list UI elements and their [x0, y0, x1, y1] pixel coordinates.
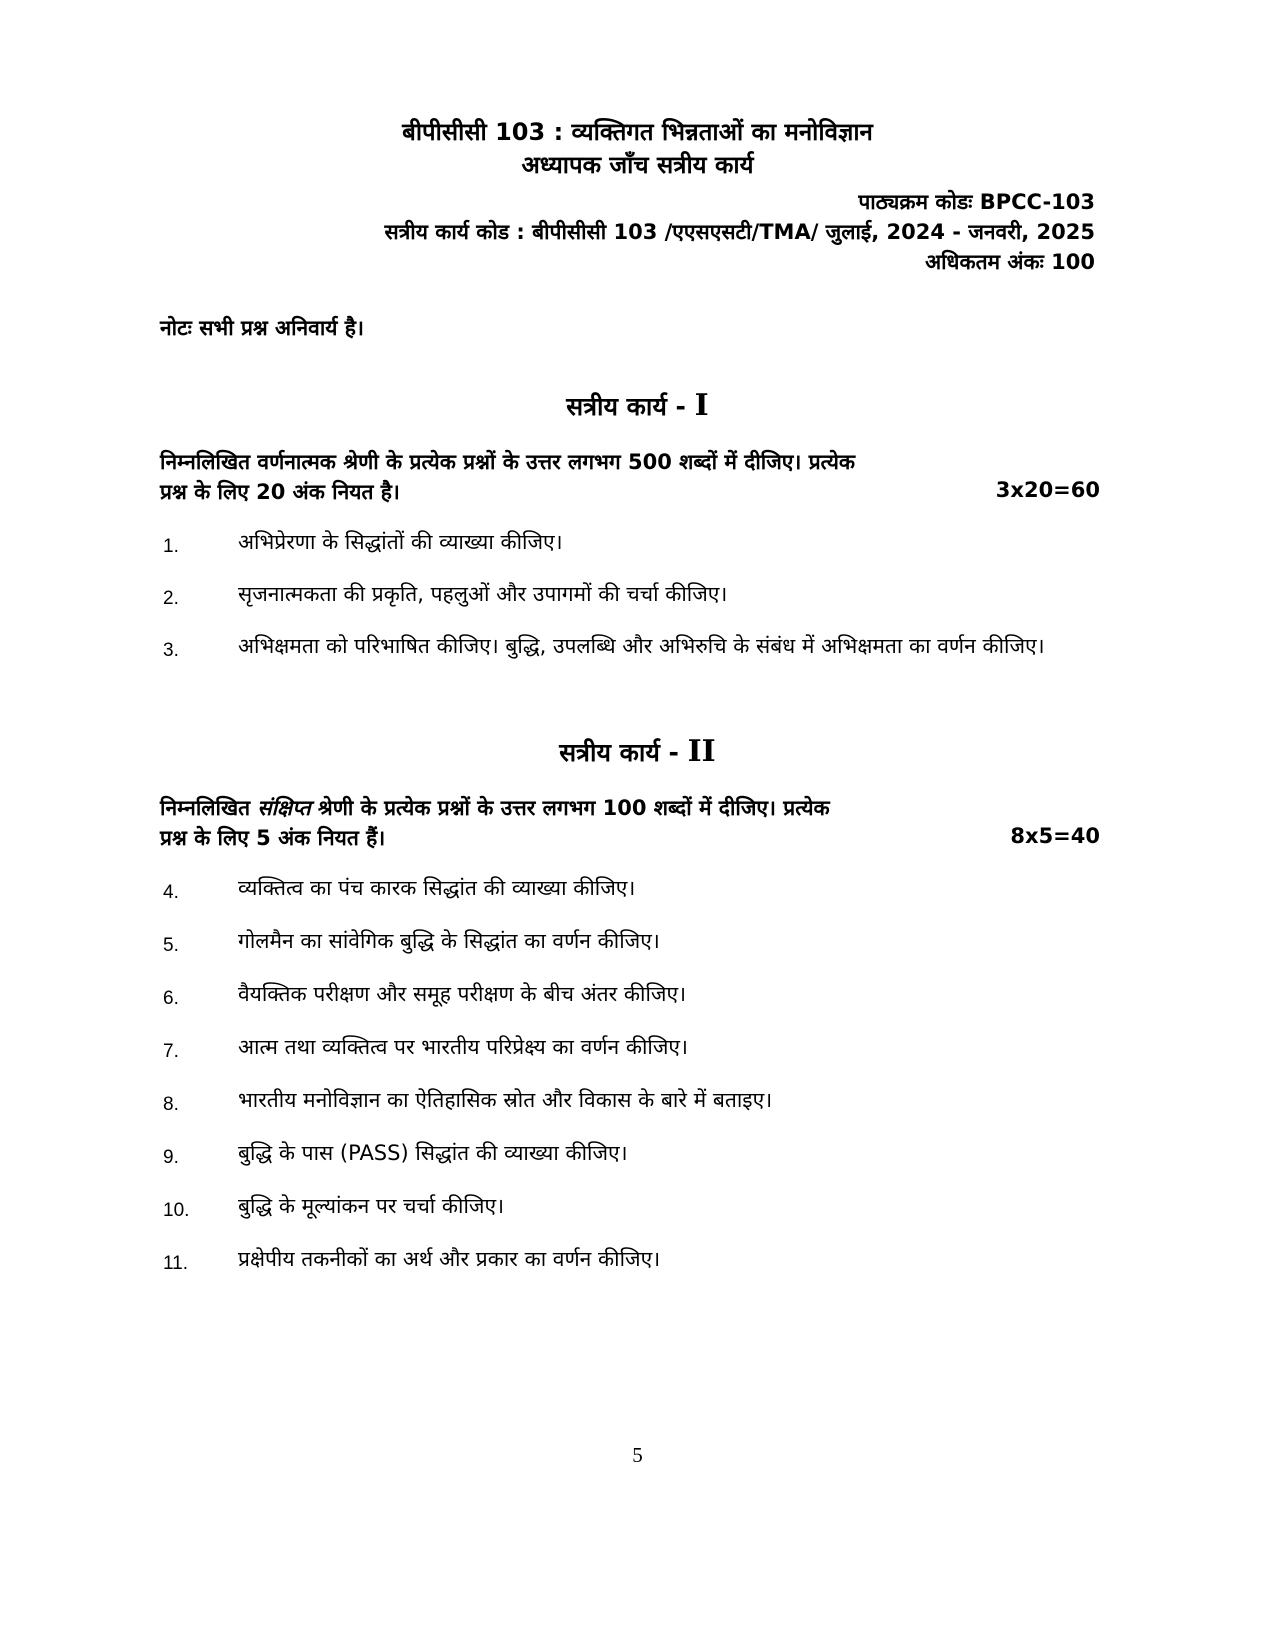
max-marks: अधिकतम अंकः 100: [925, 250, 1095, 274]
question-number: 7.: [163, 1041, 179, 1062]
section-2-instruction-pre: निम्नलिखित: [160, 796, 258, 820]
question-text: आत्म तथा व्यक्तित्व पर भारतीय परिप्रेक्ष्य का वर्णन कीजिए।: [238, 1035, 688, 1059]
question-text: सृजनात्मकता की प्रकृति, पहलुओं और उपागमों की चर्चा कीजिए।: [238, 582, 728, 606]
section-2-instruction-post: श्रेणी के प्रत्येक प्रश्नों के उत्तर लगभग 100 शब्दों में दीजिए। प्रत्येक: [310, 796, 830, 820]
section-1-title-text: सत्रीय कार्य -: [566, 392, 686, 421]
section-1-instruction-line2: [160, 478, 1100, 506]
question-number: 11.: [163, 1253, 189, 1274]
question-text: वैयक्तिक परीक्षण और समूह परीक्षण के बीच अंतर कीजिए।: [238, 982, 687, 1006]
assignment-code: सत्रीय कार्य कोड : बीपीसीसी 103 /एएसएसटी/TMA/ जुलाई, 2024 - जनवरी, 2025: [384, 220, 1095, 244]
question-number: 6.: [163, 988, 179, 1009]
section-1-title: [0, 388, 1275, 423]
course-code: पाठ्यक्रम कोडः BPCC-103: [858, 190, 1095, 214]
section-1-instruction: निम्नलिखित वर्णनात्मक श्रेणी के प्रत्येक प्रश्नों के उत्तर लगभग 500 शब्दों में दीजिए। प्रत्येक: [160, 450, 856, 474]
section-2-instruction-text: प्रश्न के लिए 5 अंक नियत हैं।: [160, 826, 386, 850]
document-subtitle: अध्यापक जाँच सत्रीय कार्य: [521, 151, 754, 179]
question-text: बुद्धि के पास (PASS) सिद्धांत की व्याख्या कीजिए।: [238, 1141, 628, 1165]
question-number: 1.: [163, 536, 179, 557]
section-1-instruction-text: प्रश्न के लिए 20 अंक नियत है।: [160, 480, 400, 504]
question-text: अभिक्षमता को परिभाषित कीजिए। बुद्धि, उपलब्धि और अभिरुचि के संबंध में अभिक्षमता का वर्णन कीजिए।: [238, 634, 1045, 658]
section-1-roman: I: [694, 388, 709, 423]
section-2-marks: 8x5=40: [1010, 824, 1100, 848]
section-2-roman: II: [687, 734, 716, 769]
question-text: भारतीय मनोविज्ञान का ऐतिहासिक स्रोत और विकास के बारे में बताइए।: [238, 1088, 773, 1112]
note: नोटः सभी प्रश्न अनिवार्य है।: [160, 316, 364, 340]
page-number: 5: [632, 1443, 643, 1467]
section-2-title: [0, 734, 1275, 769]
section-2-instruction-line2: [160, 824, 1100, 852]
question-text: प्रक्षेपीय तकनीकों का अर्थ और प्रकार का वर्णन कीजिए।: [238, 1247, 661, 1271]
question-number: 10.: [163, 1200, 190, 1221]
question-text: बुद्धि के मूल्यांकन पर चर्चा कीजिए।: [238, 1194, 505, 1218]
question-text: व्यक्तित्व का पंच कारक सिद्धांत की व्याख्या कीजिए।: [238, 876, 636, 900]
question-number: 4.: [163, 882, 179, 903]
document-title: बीपीसीसी 103 : व्यक्तिगत भिन्नताओं का मनोविज्ञान: [402, 118, 873, 146]
section-1-marks: 3x20=60: [995, 478, 1100, 502]
question-text: अभिप्रेरणा के सिद्धांतों की व्याख्या कीजिए।: [238, 530, 563, 554]
section-2-instruction-italic: संक्षिप्त: [257, 796, 311, 820]
question-number: 2.: [163, 588, 179, 609]
question-number: 3.: [163, 640, 179, 661]
section-2-instruction: [160, 792, 1100, 824]
question-number: 9.: [163, 1147, 179, 1168]
question-text: गोलमैन का सांवेगिक बुद्धि के सिद्धांत का वर्णन कीजिए।: [238, 929, 660, 953]
section-2-title-text: सत्रीय कार्य -: [559, 738, 679, 767]
question-number: 8.: [163, 1094, 179, 1115]
question-number: 5.: [163, 935, 179, 956]
